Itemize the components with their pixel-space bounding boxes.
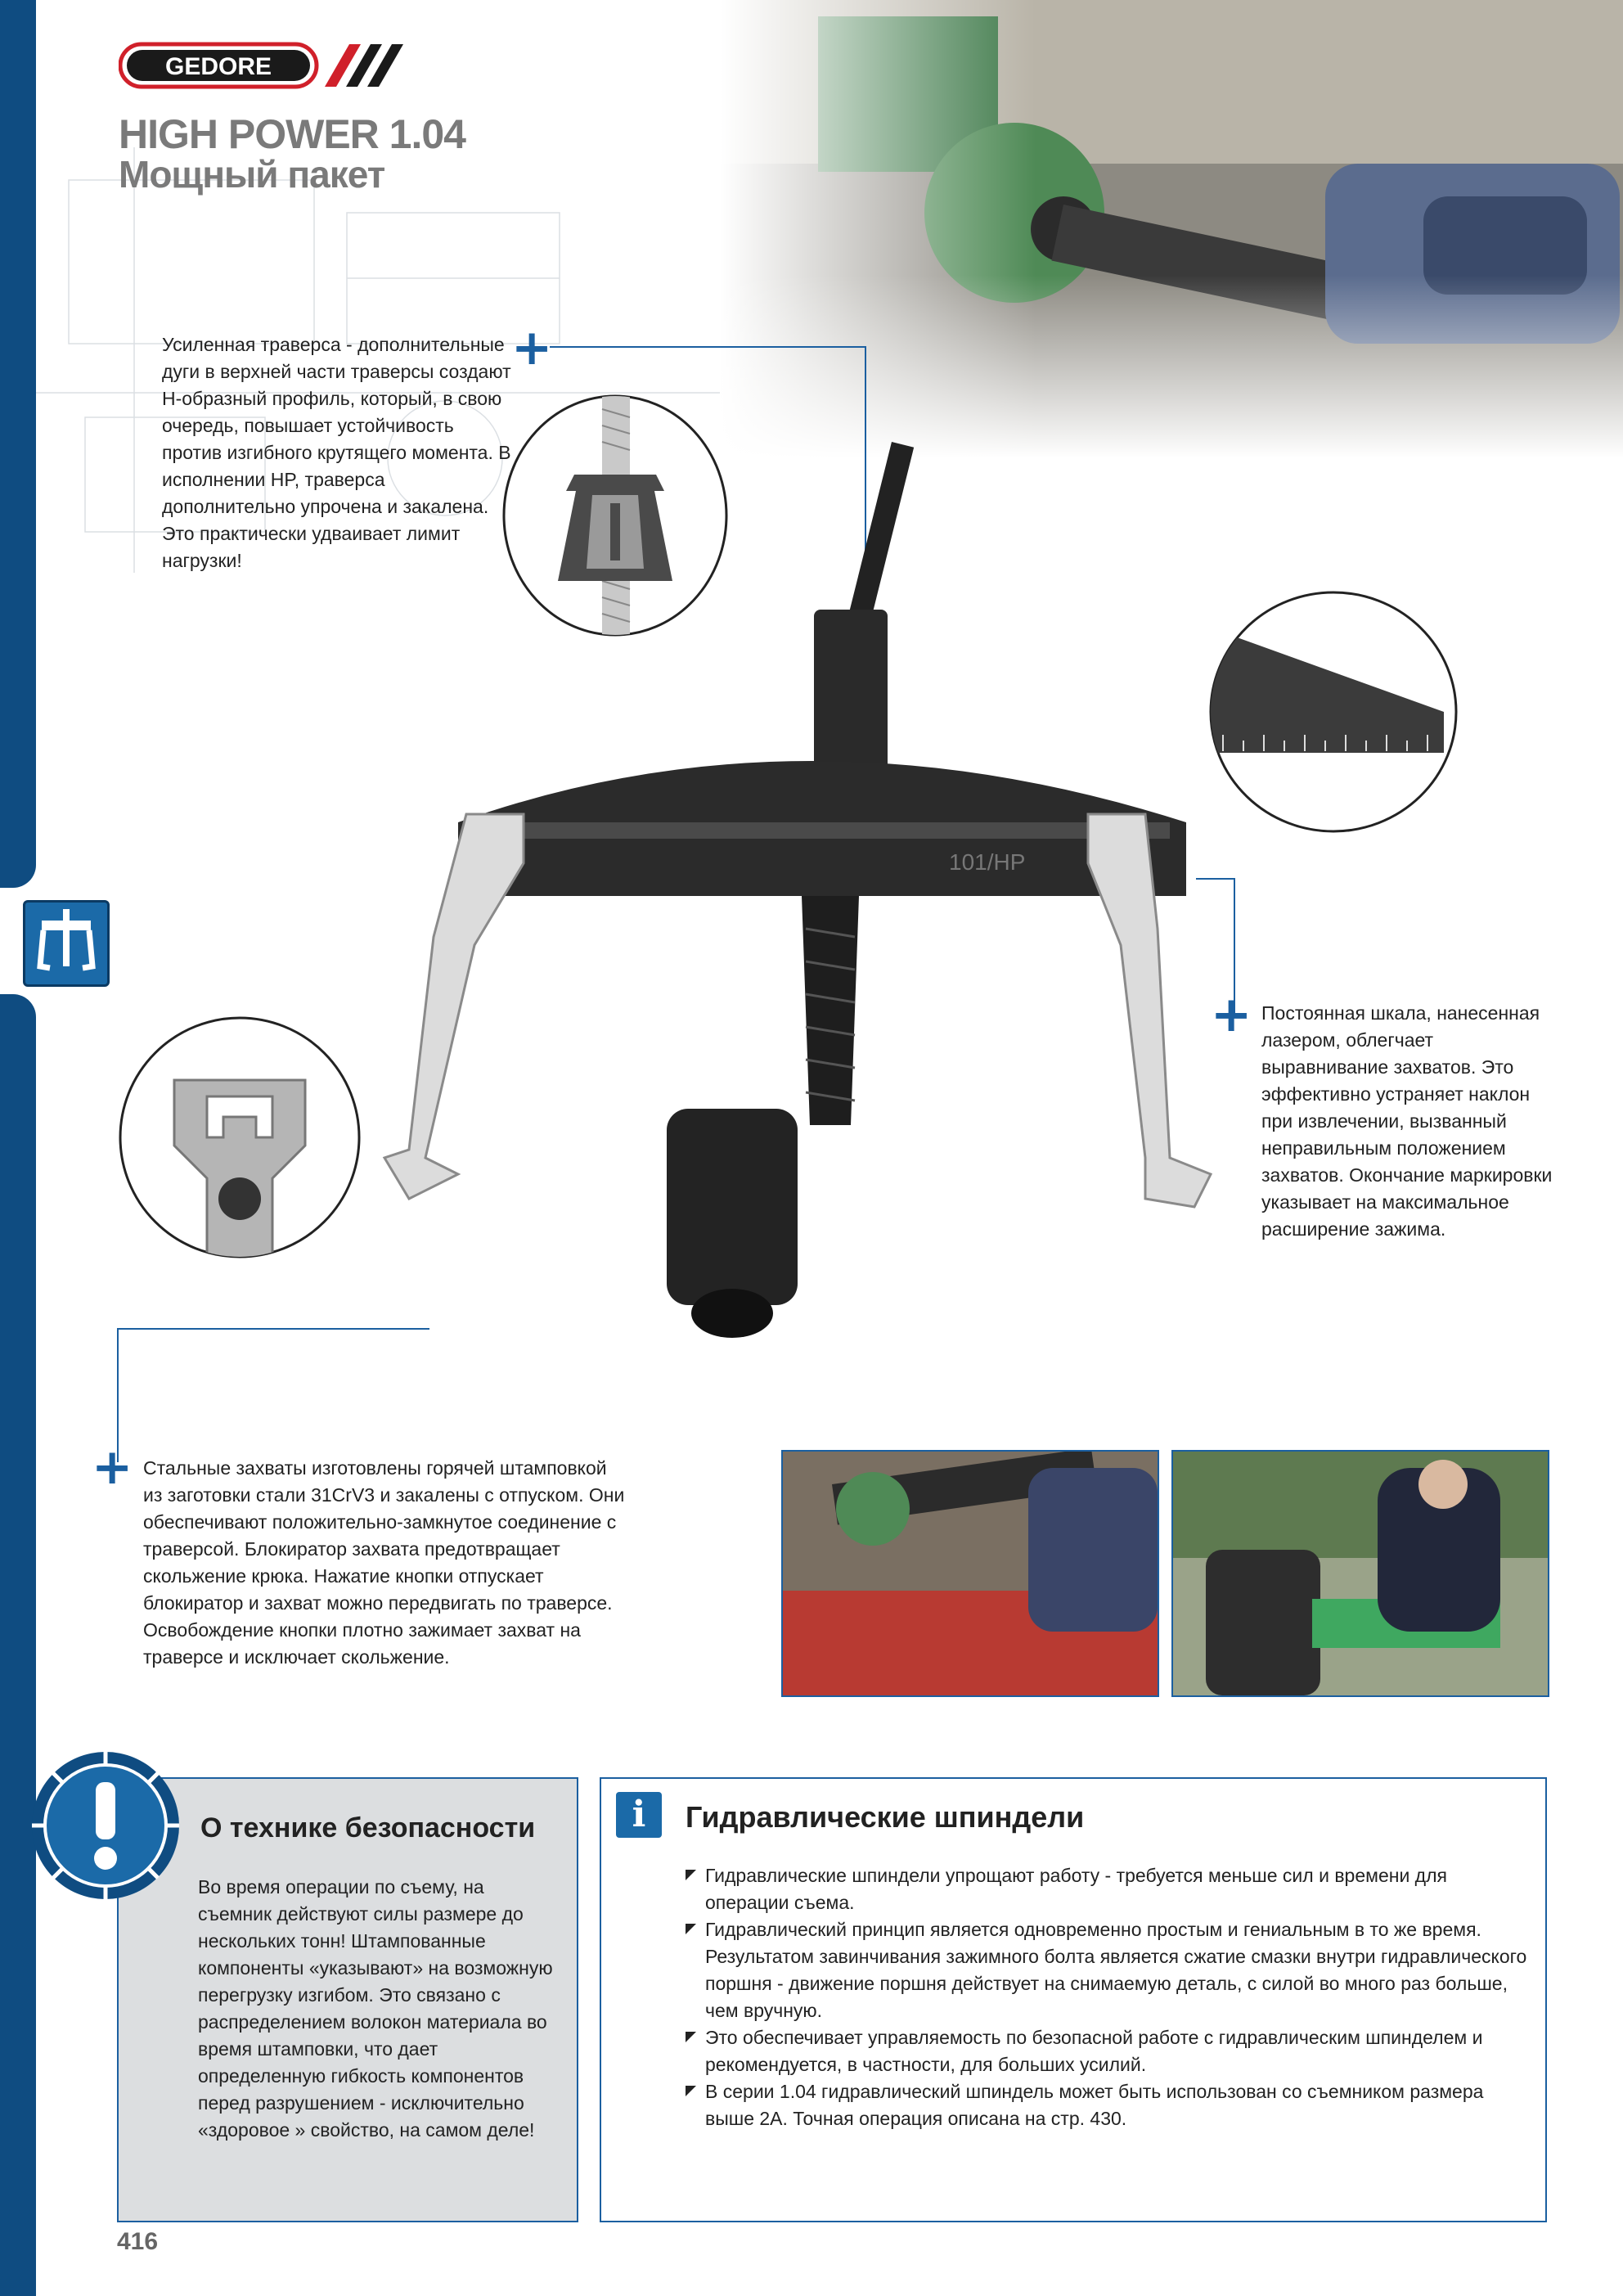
- traverse-callout-text: Усиленная траверса - дополнительные дуги в верхней части траверсы создают Н-образный профиль, который, в свою очередь, повышает устойчивость против изгибного крутящего момента. В исполнении HP, траверса дополнительно упрочена и закалена. Это практически удваивает лимит нагрузки!: [162, 334, 511, 571]
- claw-lock-detail-circle: [117, 1015, 362, 1260]
- puller-icon: [23, 900, 110, 987]
- safety-text: Во время операции по съему, на съемник действуют силы размере до нескольких тонн! Штампованные компоненты «указывают» на возможную перегрузку изгибом. Это связано с распределением волокон материала во время штамповки, что дает определенную гибкость компонентов перед разрушением - исключительно «здоровое » свойство, на самом деле!: [198, 1876, 553, 2141]
- list-item: Гидравлические шпиндели упрощают работу - требуется меньше сил и времени для операции съема.: [686, 1862, 1528, 1916]
- leader-line: [117, 1328, 429, 1462]
- scale-detail-circle: [1207, 589, 1460, 835]
- logo-text: GEDORE: [164, 53, 272, 80]
- usage-photo-1: [781, 1450, 1159, 1697]
- side-color-bar-top: [0, 0, 36, 888]
- info-icon: i: [616, 1792, 662, 1838]
- plus-icon: +: [1211, 986, 1252, 1043]
- list-item: Это обеспечивает управляемость по безопасной работе с гидравлическим шпинделем и рекомендуется, в частности, для больших усилий.: [686, 2024, 1528, 2078]
- scale-callout-text: Постоянная шкала, нанесенная лазером, облегчает выравнивание захватов. Это эффективно устраняет наклон при извлечении, вызванный неправильным положением захватов. Окончание маркировки указывает на максимальное расширение зажима.: [1261, 1002, 1553, 1240]
- page-title: HIGH POWER 1.04: [119, 111, 465, 157]
- usage-photo-2: [1171, 1450, 1549, 1697]
- safety-title: О технике безопасности: [200, 1812, 536, 1844]
- plus-icon: +: [92, 1438, 133, 1496]
- gedore-logo: [119, 41, 405, 90]
- list-item: В серии 1.04 гидравлический шпиндель может быть использован со съемником размера выше 2А. Точная операция описана на стр. 430.: [686, 2078, 1528, 2132]
- puller-tool-drawing: [360, 438, 1227, 1387]
- list-item: Гидравлический принцип является одновременно простым и гениальным в то же время. Результатом завинчивания зажимного болта является сжатие смазки внутри гидравлического поршня - движение поршня действует на снимаемую деталь, с силой во много раз больше, чем вручную.: [686, 1916, 1528, 2024]
- claws-callout-text: Стальные захваты изготовлены горячей штамповкой из заготовки стали 31CrV3 и закалены с отпуском. Они обеспечивают положительно-замкнутое соединение с траверсой. Блокиратор захвата предотвращает скольжение крюка. Нажатие кнопки отпускает блокиратор и захват можно передвигать по траверсе. Освобождение кнопки плотно зажимает захват на траверсе и исключает скольжение.: [143, 1457, 625, 1668]
- exclamation-icon: [28, 1748, 183, 1903]
- traverse-marking: 101/HP: [949, 849, 1026, 875]
- page-number: 416: [117, 2228, 159, 2255]
- side-color-bar-bottom: [0, 994, 36, 2296]
- plus-icon: +: [511, 319, 553, 376]
- info-list: [686, 1862, 1528, 2132]
- page-subtitle: Мощный пакет: [119, 153, 385, 196]
- info-title: Гидравлические шпиндели: [686, 1800, 1085, 1834]
